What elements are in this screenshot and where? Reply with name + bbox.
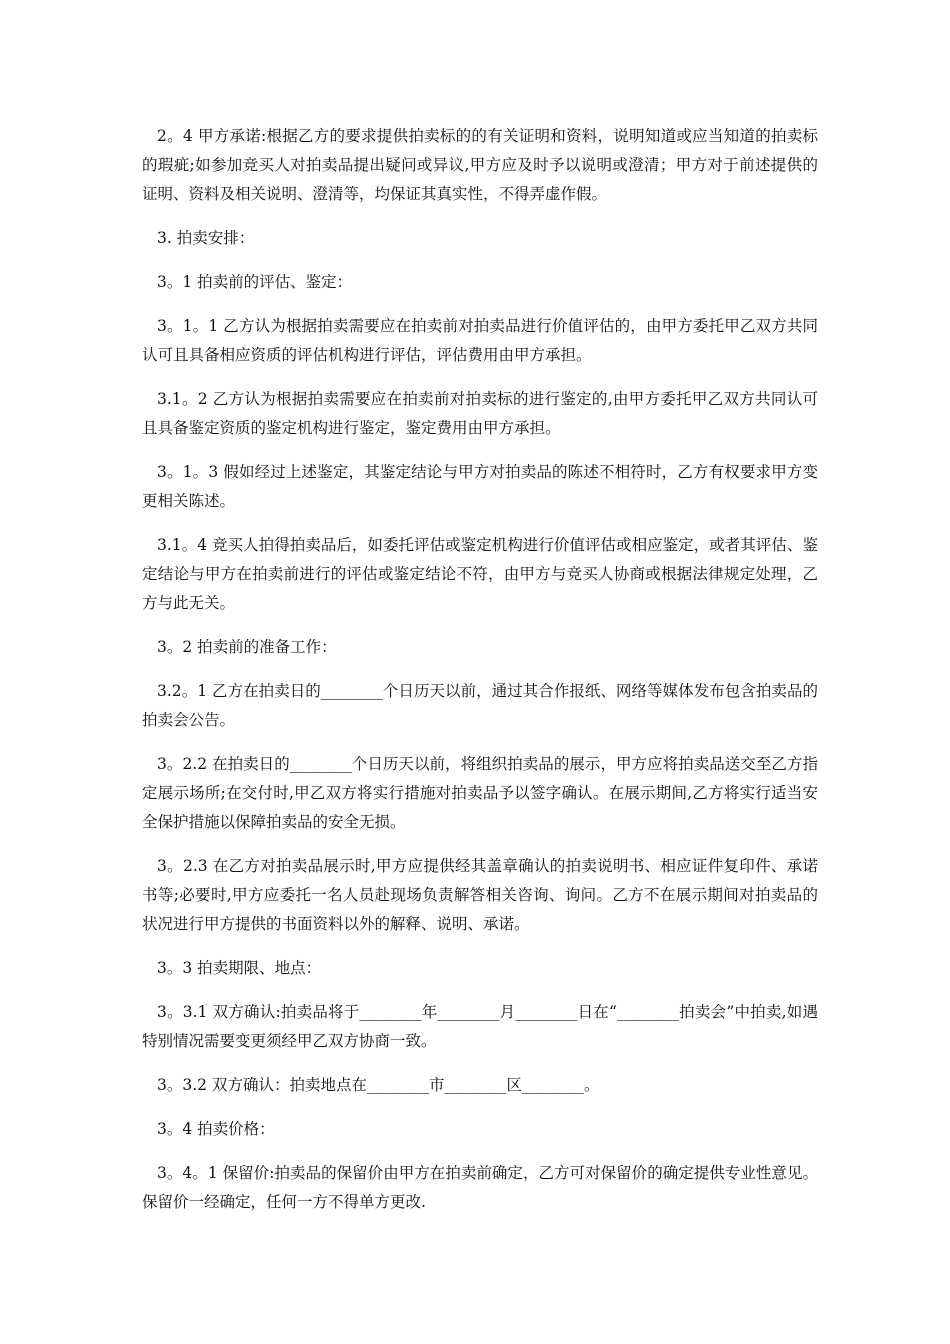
paragraph-3-1-1: 3。1。1 乙方认为根据拍卖需要应在拍卖前对拍卖品进行价值评估的，由甲方委托甲乙双方共同认可且具备相应资质的评估机构进行评估，评估费用由甲方承担。 — [142, 317, 818, 364]
paragraph-3-2-3: 3。2.3 在乙方对拍卖品展示时,甲方应提供经其盖章确认的拍卖说明书、相应证件复印件、承诺书等;必要时,甲方应委托一名人员赴现场负责解答相关咨询、询问。乙方不在展示期间对拍卖品的状况进行甲方提供的书面资料以外的解释、说明、承诺。 — [142, 857, 818, 933]
heading-3-auction-arrangement: 3. 拍卖安排： — [157, 229, 255, 247]
document-body — [142, 122, 818, 1232]
heading-3-2-preparation: 3。2 拍卖前的准备工作： — [157, 638, 337, 656]
heading-3-1-evaluation: 3。1 拍卖前的评估、鉴定： — [157, 273, 353, 291]
heading-3-4-price: 3。4 拍卖价格： — [157, 1120, 275, 1138]
paragraph-3-1-3: 3。1。3 假如经过上述鉴定，其鉴定结论与甲方对拍卖品的陈述不相符时，乙方有权要求甲方变更相关陈述。 — [142, 463, 818, 510]
paragraph-3-2-2: 3。2.2 在拍卖日的________个日历天以前，将组织拍卖品的展示，甲方应将拍卖品送交至乙方指定展示场所;在交付时,甲乙双方将实行措施对拍卖品予以签字确认。在展示期间,乙方将实行适当安全保护措施以保障拍卖品的安全无损。 — [142, 755, 818, 831]
paragraph-3-1-4: 3.1。4 竞买人拍得拍卖品后，如委托评估或鉴定机构进行价值评估或相应鉴定，或者其评估、鉴定结论与甲方在拍卖前进行的评估或鉴定结论不符，由甲方与竞买人协商或根据法律规定处理，乙方与此无关。 — [142, 536, 818, 612]
paragraph-3-3-1: 3。3.1 双方确认:拍卖品将于________年________月________日在“________拍卖会”中拍卖,如遇特别情况需要变更须经甲乙双方协商一致。 — [142, 1003, 818, 1050]
paragraph-3-4-1: 3。4。1 保留价:拍卖品的保留价由甲方在拍卖前确定，乙方可对保留价的确定提供专业性意见。保留价一经确定，任何一方不得单方更改. — [142, 1164, 818, 1211]
paragraph-3-2-1: 3.2。1 乙方在拍卖日的________个日历天以前，通过其合作报纸、网络等媒体发布包含拍卖品的拍卖会公告。 — [142, 682, 818, 729]
paragraph-3-3-2: 3。3.2 双方确认：拍卖地点在________市________区________。 — [157, 1076, 600, 1094]
paragraph-3-1-2: 3.1。2 乙方认为根据拍卖需要应在拍卖前对拍卖标的进行鉴定的,由甲方委托甲乙双方共同认可且具备鉴定资质的鉴定机构进行鉴定，鉴定费用由甲方承担。 — [142, 390, 818, 437]
paragraph-2-4-guarantee: 2。4 甲方承诺:根据乙方的要求提供拍卖标的的有关证明和资料，说明知道或应当知道的拍卖标的瑕疵;如参加竞买人对拍卖品提出疑问或异议,甲方应及时予以说明或澄清；甲方对于前述提供的证明、资料及相关说明、澄清等，均保证其真实性，不得弄虚作假。 — [142, 127, 818, 203]
heading-3-3-time-place: 3。3 拍卖期限、地点： — [157, 959, 322, 977]
